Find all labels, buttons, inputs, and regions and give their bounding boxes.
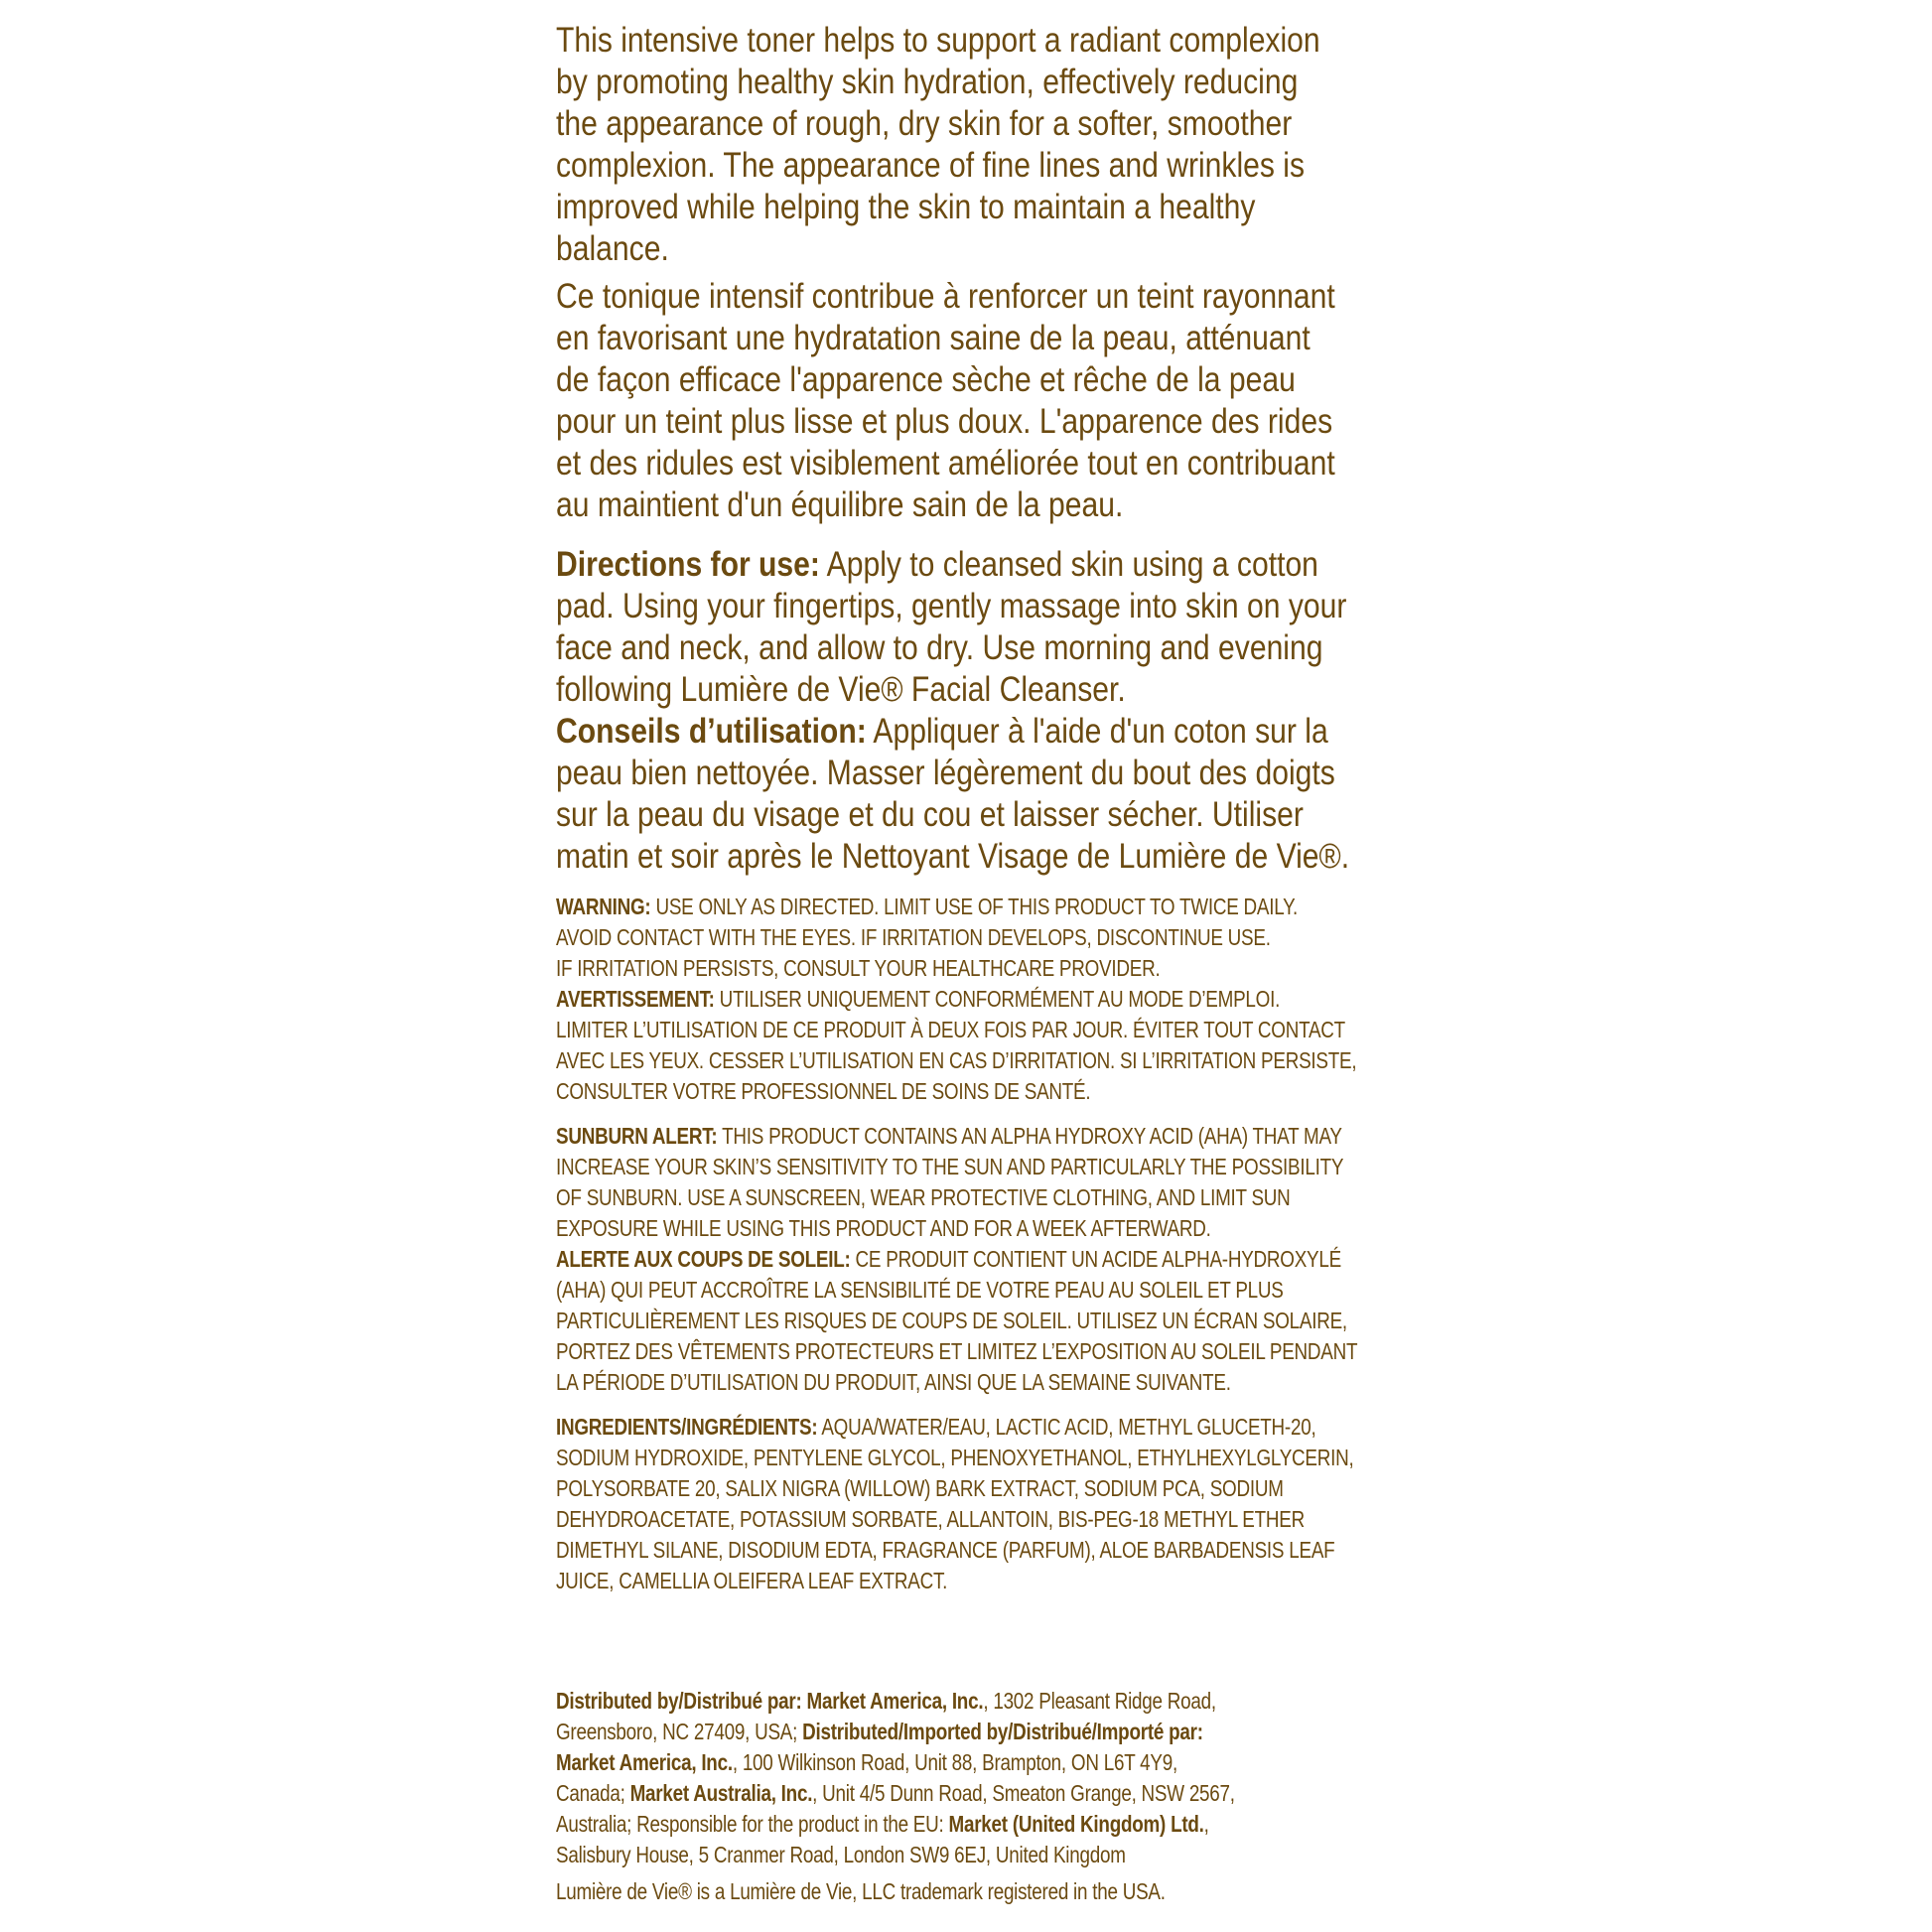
warning-en-line: AVOID CONTACT WITH THE EYES. IF IRRITATION DEVELOPS, DISCONTINUE USE. <box>556 924 1271 950</box>
sunburn-fr-line: PARTICULIÈREMENT LES RISQUES DE COUPS DE SOLEIL. UTILISEZ UN ÉCRAN SOLAIRE, <box>556 1308 1347 1333</box>
eu-responsible-address: Salisbury House, 5 Cranmer Road, London SW9 6EJ, United Kingdom <box>556 1842 1126 1867</box>
eu-responsible-company: Market (United Kingdom) Ltd. <box>948 1811 1204 1837</box>
directions-en-line: following Lumière de Vie® Facial Cleanser. <box>556 670 1126 709</box>
trademark-notice <box>556 1876 1400 1907</box>
ingredients-line: POLYSORBATE 20, SALIX NIGRA (WILLOW) BARK EXTRACT, SODIUM PCA, SODIUM <box>556 1475 1284 1501</box>
importer-ca-heading: Distributed/Imported by/Distribué/Importé par: <box>802 1719 1203 1744</box>
directions-fr-heading: Conseils d’utilisation: <box>556 712 867 751</box>
sunburn-fr-line: PORTEZ DES VÊTEMENTS PROTECTEURS ET LIMITEZ L’EXPOSITION AU SOLEIL PENDANT <box>556 1338 1358 1364</box>
eu-responsible-comma: , <box>1203 1811 1209 1837</box>
product-label <box>556 20 1400 1907</box>
importer-ca-address: , 100 Wilkinson Road, Unit 88, Brampton, ON L6T 4Y9, <box>732 1749 1177 1775</box>
sunburn-fr-heading: ALERTE AUX COUPS DE SOLEIL: <box>556 1246 851 1272</box>
description-en <box>556 20 1400 270</box>
trademark-text: Lumière de Vie® is a Lumière de Vie, LLC trademark registered in the USA. <box>556 1878 1166 1904</box>
warning-fr-heading: AVERTISSEMENT: <box>556 986 715 1012</box>
directions-en-text: Apply to cleansed skin using a cotton <box>819 545 1318 584</box>
sunburn-fr-text: CE PRODUIT CONTIENT UN ACIDE ALPHA-HYDROXYLÉ <box>850 1246 1341 1272</box>
distribution-section <box>556 1686 1400 1870</box>
ingredients-line: SODIUM HYDROXIDE, PENTYLENE GLYCOL, PHENOXYETHANOL, ETHYLHEXYLGLYCERIN, <box>556 1445 1354 1470</box>
warning-fr-line: CONSULTER VOTRE PROFESSIONNEL DE SOINS DE SANTÉ. <box>556 1078 1091 1104</box>
warning-en-heading: WARNING: <box>556 894 651 919</box>
distributor-au-company: Market Australia, Inc. <box>629 1780 813 1806</box>
ingredients-line: DIMETHYL SILANE, DISODIUM EDTA, FRAGRANCE (PARFUM), ALOE BARBADENSIS LEAF <box>556 1537 1335 1563</box>
directions-en-line: pad. Using your fingertips, gently massage into skin on your <box>556 587 1347 625</box>
directions-fr-line: peau bien nettoyée. Masser légèrement du bout des doigts <box>556 754 1335 792</box>
importer-ca-country: Canada; <box>556 1780 630 1806</box>
ingredients-line: DEHYDROACETATE, POTASSIUM SORBATE, ALLANTOIN, BIS-PEG-18 METHYL ETHER <box>556 1506 1306 1532</box>
warning-fr-line: LIMITER L’UTILISATION DE CE PRODUIT À DEUX FOIS PAR JOUR. ÉVITER TOUT CONTACT <box>556 1017 1345 1042</box>
description-en-line: balance. <box>556 229 669 268</box>
sunburn-en-line: INCREASE YOUR SKIN’S SENSITIVITY TO THE SUN AND PARTICULARLY THE POSSIBILITY <box>556 1154 1344 1179</box>
description-en-line: by promoting healthy skin hydration, effectively reducing <box>556 63 1299 101</box>
description-fr-line: en favorisant une hydratation saine de la peau, atténuant <box>556 319 1311 357</box>
sunburn-en-heading: SUNBURN ALERT: <box>556 1123 718 1149</box>
sunburn-section <box>556 1121 1400 1398</box>
description-fr-line: et des ridules est visiblement améliorée tout en contribuant <box>556 444 1335 483</box>
directions-fr-line: sur la peau du visage et du cou et laisser sécher. Utiliser <box>556 795 1304 834</box>
sunburn-en-text: THIS PRODUCT CONTAINS AN ALPHA HYDROXY ACID (AHA) THAT MAY <box>717 1123 1342 1149</box>
sunburn-en-line: EXPOSURE WHILE USING THIS PRODUCT AND FOR A WEEK AFTERWARD. <box>556 1215 1211 1241</box>
description-en-line: the appearance of rough, dry skin for a softer, smoother <box>556 104 1293 143</box>
description-en-line: This intensive toner helps to support a radiant complexion <box>556 21 1320 60</box>
sunburn-fr-line: LA PÉRIODE D’UTILISATION DU PRODUIT, AINSI QUE LA SEMAINE SUIVANTE. <box>556 1369 1231 1395</box>
sunburn-en-line: OF SUNBURN. USE A SUNSCREEN, WEAR PROTECTIVE CLOTHING, AND LIMIT SUN <box>556 1184 1291 1210</box>
distributor-us-city: Greensboro, NC 27409, USA; <box>556 1719 803 1744</box>
description-fr-line: au maintient d'un équilibre sain de la peau. <box>556 485 1124 524</box>
directions-en-heading: Directions for use: <box>556 545 820 584</box>
ingredients-text: AQUA/WATER/EAU, LACTIC ACID, METHYL GLUCETH-20, <box>817 1414 1316 1440</box>
description-fr-line: pour un teint plus lisse et plus doux. L'apparence des rides <box>556 402 1333 441</box>
eu-responsible-label: Australia; Responsible for the product in the EU: <box>556 1811 949 1837</box>
distributor-us-heading: Distributed by/Distribué par: Market America, Inc. <box>556 1688 984 1714</box>
distributor-au-address: , Unit 4/5 Dunn Road, Smeaton Grange, NSW 2567, <box>812 1780 1235 1806</box>
directions-en-line: face and neck, and allow to dry. Use morning and evening <box>556 628 1323 667</box>
ingredients-section <box>556 1412 1400 1596</box>
distributor-us-address: , 1302 Pleasant Ridge Road, <box>983 1688 1216 1714</box>
ingredients-heading: INGREDIENTS/INGRÉDIENTS: <box>556 1414 818 1440</box>
ingredients-line: JUICE, CAMELLIA OLEIFERA LEAF EXTRACT. <box>556 1568 948 1593</box>
directions-fr-line: matin et soir après le Nettoyant Visage de Lumière de Vie®. <box>556 837 1350 876</box>
sunburn-fr-line: (AHA) QUI PEUT ACCROÎTRE LA SENSIBILITÉ DE VOTRE PEAU AU SOLEIL ET PLUS <box>556 1277 1284 1303</box>
description-fr-line: de façon efficace l'apparence sèche et rêche de la peau <box>556 360 1296 399</box>
directions-fr-text: Appliquer à l'aide d'un coton sur la <box>866 712 1328 751</box>
warning-fr-text: UTILISER UNIQUEMENT CONFORMÉMENT AU MODE D’EMPLOI. <box>714 986 1281 1012</box>
warning-section <box>556 892 1400 1107</box>
description-en-line: complexion. The appearance of fine lines and wrinkles is <box>556 146 1306 185</box>
warning-fr-line: AVEC LES YEUX. CESSER L’UTILISATION EN CAS D’IRRITATION. SI L’IRRITATION PERSISTE, <box>556 1047 1357 1073</box>
warning-en-line: IF IRRITATION PERSISTS, CONSULT YOUR HEALTHCARE PROVIDER. <box>556 955 1161 981</box>
importer-ca-company: Market America, Inc. <box>556 1749 733 1775</box>
description-fr-line: Ce tonique intensif contribue à renforcer un teint rayonnant <box>556 277 1335 316</box>
directions-en <box>556 544 1400 711</box>
description-en-line: improved while helping the skin to maintain a healthy <box>556 188 1256 226</box>
description-fr <box>556 276 1400 526</box>
directions-fr <box>556 711 1400 878</box>
warning-en-text: USE ONLY AS DIRECTED. LIMIT USE OF THIS PRODUCT TO TWICE DAILY. <box>650 894 1298 919</box>
